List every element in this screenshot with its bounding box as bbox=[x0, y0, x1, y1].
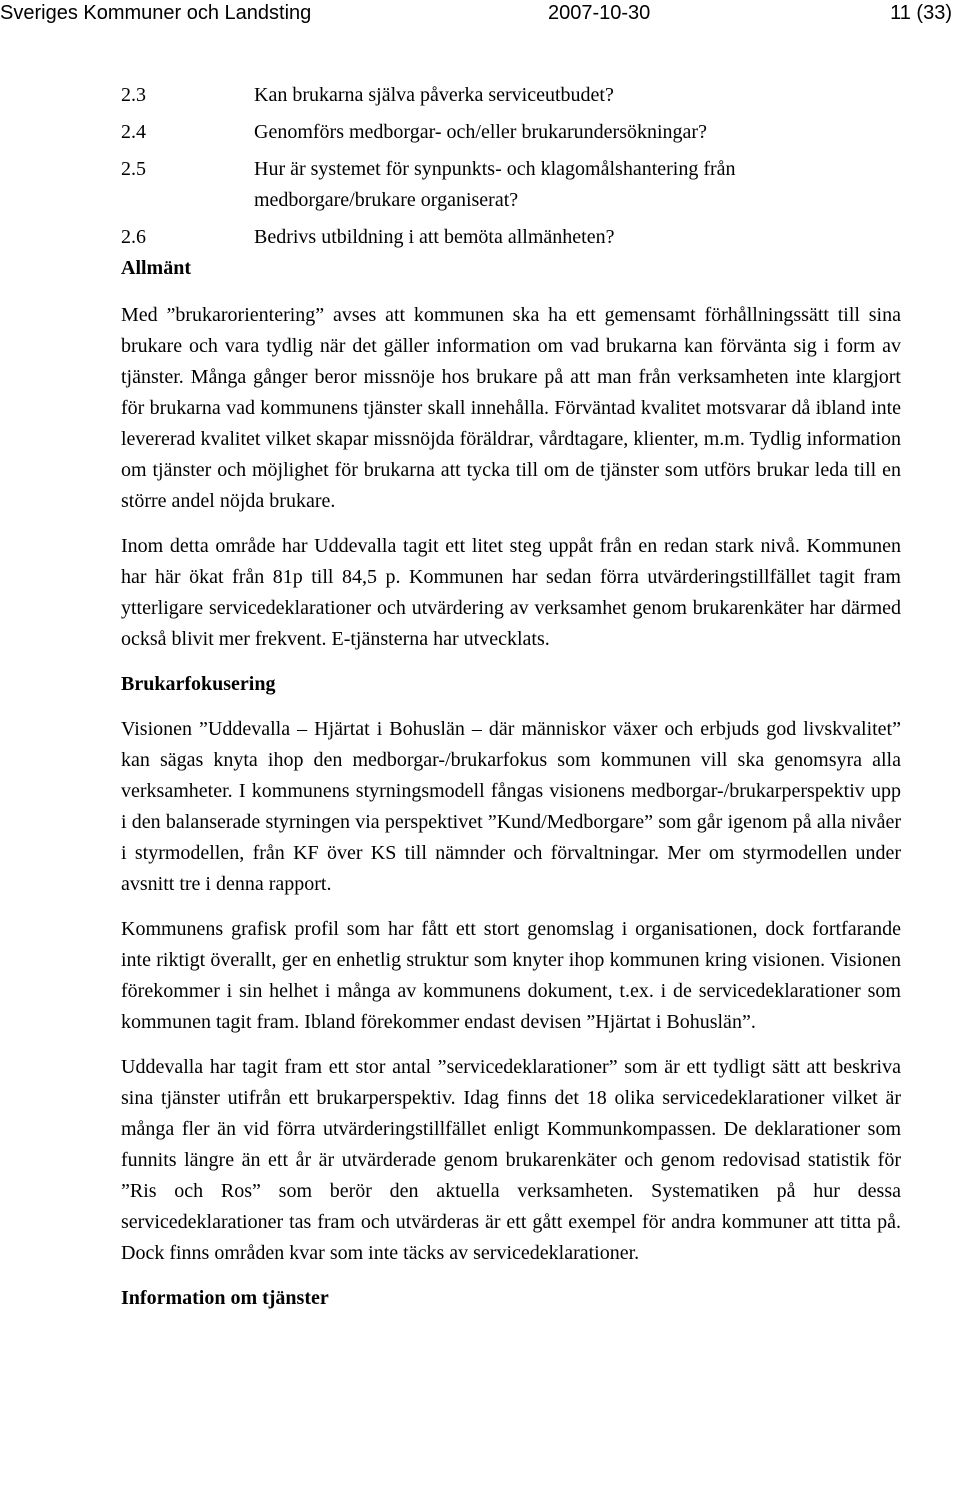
header-organization: Sveriges Kommuner och Landsting bbox=[0, 2, 312, 24]
section-heading-brukarfokusering: Brukarfokusering bbox=[121, 673, 276, 695]
question-text: Bedrivs utbildning i att bemöta allmänheten? bbox=[254, 226, 615, 248]
section-heading-allmant: Allmänt bbox=[121, 257, 191, 279]
question-number: 2.4 bbox=[121, 121, 146, 143]
question-text: Hur är systemet för synpunkts- och klagomålshantering från medborgare/brukare organiserat? bbox=[254, 158, 736, 211]
paragraph: Uddevalla har tagit fram ett stor antal ”servicedeklarationer” som är ett tydligt sätt att beskriva sina tjänster utifrån ett brukarperspektiv. Idag finns det 18 olika servicedeklarationer vilket är många fler än vid förra utvärderingstillfället enligt Kommunkompassen. De deklarationer som funnits längre än ett år är utvärderade genom brukarenkäter och genom redovisad statistik för ”Ris och Ros” som berör den aktuella verksamheten. Systematiken på hur dessa servicedeklarationer tas fram och utvärderas är ett gått exempel för andra kommuner att titta på. Dock finns områden kvar som inte täcks av servicedeklarationer. bbox=[121, 1056, 901, 1264]
question-text: Genomförs medborgar- och/eller brukarundersökningar? bbox=[254, 121, 707, 143]
question-item bbox=[121, 117, 901, 148]
paragraph: Inom detta område har Uddevalla tagit ett litet steg uppåt från en redan stark nivå. Kommunen har här ökat från 81p till 84,5 p. Kommunen har sedan förra utvärderingstillfället tagit fram ytterligare servicedeklarationer och utvärdering av verksamhet genom brukarenkäter har därmed också blivit mer frekvent. E-tjänsterna har utvecklats. bbox=[121, 535, 901, 650]
page-header bbox=[0, 0, 960, 30]
header-page-number: 11 (33) bbox=[890, 2, 952, 24]
paragraph: Visionen ”Uddevalla – Hjärtat i Bohuslän – där människor växer och erbjuds god livskvalitet” kan sägas knyta ihop den medborgar-/brukarfokus som kommunen vill ska genomsyra alla verksamheter. I kommunens styrningsmodell fångas visionens medborgar-/brukarperspektiv upp i den balanserade styrningen via perspektivet ”Kund/Medborgare” som går igenom på alla nivåer i styrmodellen, från KF över KS till nämnder och förvaltningar. Mer om styrmodellen under avsnitt tre i denna rapport. bbox=[121, 718, 901, 895]
question-number: 2.5 bbox=[121, 158, 146, 180]
document-body bbox=[121, 80, 901, 1314]
question-number: 2.6 bbox=[121, 226, 146, 248]
header-date: 2007-10-30 bbox=[548, 2, 651, 24]
question-list bbox=[121, 80, 901, 253]
question-item bbox=[121, 222, 901, 253]
section-heading-information: Information om tjänster bbox=[121, 1287, 329, 1309]
paragraph: Med ”brukarorientering” avses att kommunen ska ha ett gemensamt förhållningssätt till sina brukare och vara tydlig när det gäller information om vad brukarna kan förvänta sig i form av tjänster. Många gånger beror missnöje hos brukare på att man från verksamheten inte klargjort för brukarna vad kommunens tjänster skall innehålla. Förväntad kvalitet motsvarar då ibland inte levererad kvalitet vilket skapar missnöjda föräldrar, vårdtagare, klienter, m.m. Tydlig information om tjänster och möjlighet för brukarna att tycka till om de tjänster som utförs brukar leda till en större andel nöjda brukare. bbox=[121, 304, 901, 512]
question-text: Kan brukarna själva påverka serviceutbudet? bbox=[254, 84, 614, 106]
question-item bbox=[121, 80, 901, 111]
paragraph: Kommunens grafisk profil som har fått ett stort genomslag i organisationen, dock fortfarande inte riktigt överallt, ger en enhetlig struktur som knyter ihop kommunen kring visionen. Visionen förekommer i sin helhet i många av kommunens dokument, t.ex. i de servicedeklarationer som kommunen tagit fram. Ibland förekommer endast devisen ”Hjärtat i Bohuslän”. bbox=[121, 918, 901, 1033]
question-item bbox=[121, 154, 901, 216]
question-number: 2.3 bbox=[121, 84, 146, 106]
